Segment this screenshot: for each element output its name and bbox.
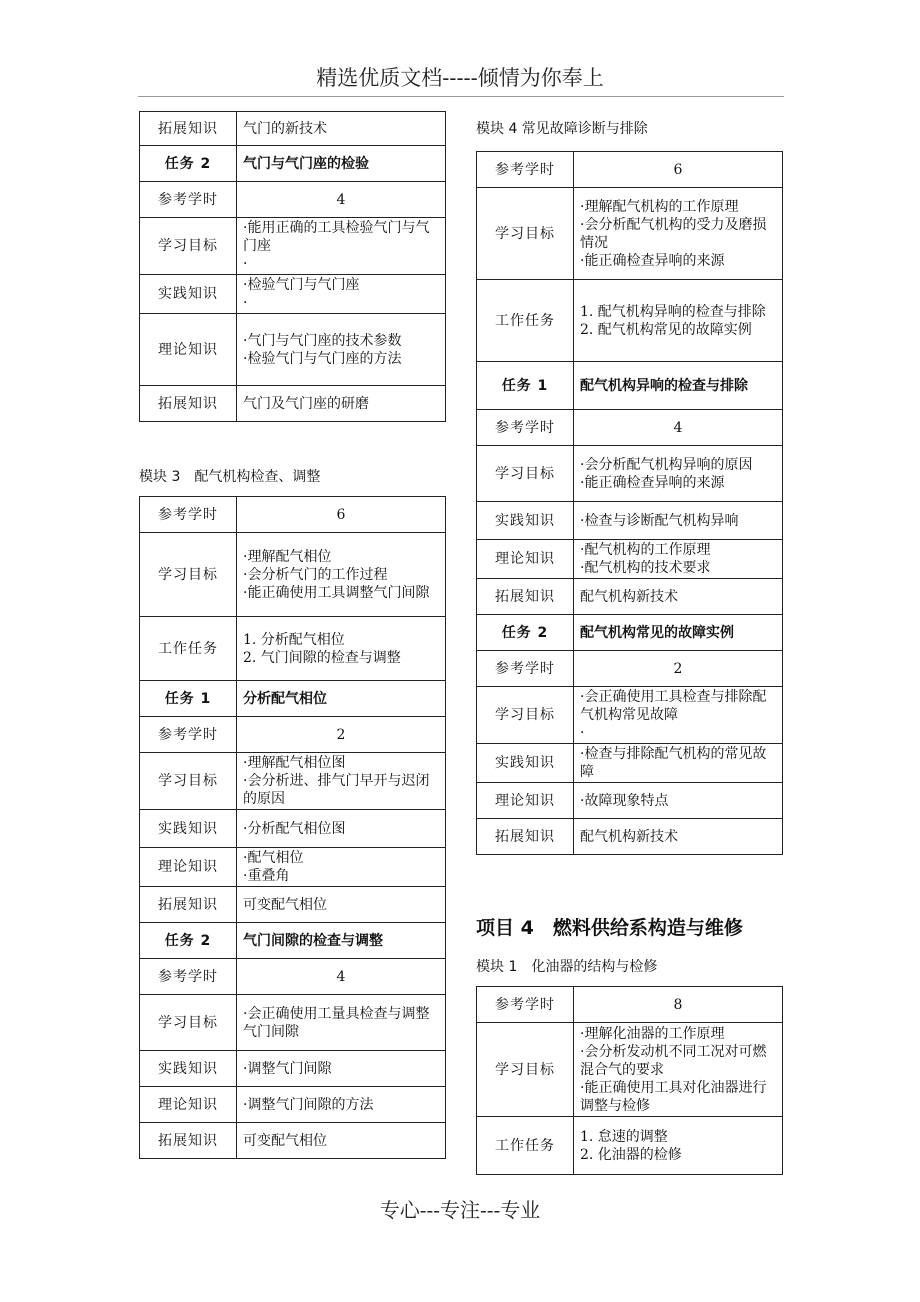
row-value: [574, 651, 783, 687]
row-value: [237, 533, 446, 617]
value-line: 2: [673, 660, 683, 677]
table-row: [140, 533, 446, 617]
value-line: ·检验气门与气门座的方法: [243, 350, 402, 367]
value-line: ·故障现象特点: [580, 792, 669, 809]
table-row: [140, 717, 446, 753]
value-line: ·配气机构的技术要求: [580, 560, 711, 576]
value-line: ·分析配气相位图: [243, 820, 346, 837]
row-label: 参考学时: [477, 651, 574, 687]
row-value: [574, 687, 783, 744]
value-line: ·: [243, 256, 248, 272]
row-label: 学习目标: [477, 446, 574, 502]
value-line: 配气机构新技术: [580, 588, 678, 605]
row-label: 实践知识: [140, 1051, 237, 1087]
row-label: 实践知识: [140, 275, 237, 314]
row-label: 理论知识: [140, 314, 237, 386]
row-value: [574, 362, 783, 410]
value-line: 2: [336, 726, 346, 743]
row-value: [237, 887, 446, 923]
value-line: 1. 配气机构异响的检查与排除: [580, 303, 766, 320]
value-line: ·配气相位: [243, 850, 304, 866]
table-row: [477, 502, 783, 540]
row-value: [237, 753, 446, 810]
row-value: [574, 280, 783, 362]
row-label: 参考学时: [140, 959, 237, 995]
value-line: 2. 配气机构常见的故障实例: [580, 321, 752, 338]
value-line: 1. 分析配气相位: [243, 631, 345, 648]
row-value: [237, 1123, 446, 1159]
row-label: 实践知识: [477, 502, 574, 540]
row-label: 拓展知识: [477, 819, 574, 855]
row-value: [574, 783, 783, 819]
row-value: [237, 218, 446, 275]
value-line: ·理解配气相位: [243, 548, 332, 565]
row-value: [574, 502, 783, 540]
table-row: [140, 1087, 446, 1123]
row-value: [574, 1023, 783, 1117]
row-label: 拓展知识: [477, 579, 574, 615]
row-value: [237, 995, 446, 1051]
row-label: 学习目标: [140, 533, 237, 617]
row-value: [574, 152, 783, 188]
row-value: [574, 744, 783, 783]
value-line: ·检查与排除配气机构的常见故障: [580, 746, 767, 780]
module3-title: 模块 3 配气机构检查、调整: [139, 469, 321, 485]
row-value: [574, 615, 783, 651]
table-project4-module1: [476, 986, 783, 1175]
table-row: [477, 987, 783, 1023]
row-value: [574, 1117, 783, 1175]
module1-title: 模块 1 化油器的结构与检修: [476, 959, 658, 975]
value-line: 4: [336, 968, 346, 985]
row-label: 参考学时: [140, 717, 237, 753]
value-line: ·能正确检查异响的来源: [580, 252, 725, 269]
value-line: ·会分析气门的工作过程: [243, 566, 388, 583]
table-module3: [139, 496, 446, 1159]
table-row: [140, 810, 446, 848]
value-line: 可变配气相位: [243, 1132, 327, 1149]
row-label: 任务 1: [140, 681, 237, 717]
row-label: 拓展知识: [140, 112, 237, 146]
row-value: [237, 923, 446, 959]
table-row: [140, 681, 446, 717]
value-line: ·: [580, 725, 585, 741]
value-line: ·检验气门与气门座: [243, 277, 360, 293]
table-row: [477, 819, 783, 855]
value-line: 2. 气门间隙的检查与调整: [243, 649, 401, 666]
row-value: [237, 112, 446, 146]
row-label: 任务 2: [140, 146, 237, 182]
row-label: 学习目标: [477, 1023, 574, 1117]
row-label: 拓展知识: [140, 887, 237, 923]
row-label: 理论知识: [140, 1087, 237, 1123]
row-label: 任务 2: [477, 615, 574, 651]
table-row: [477, 188, 783, 280]
row-value: [237, 1051, 446, 1087]
row-value: [574, 540, 783, 579]
table-row: [140, 887, 446, 923]
value-line: 6: [673, 161, 683, 178]
value-line: ·能用正确的工具检验气门与气门座: [243, 220, 430, 254]
table-row: [477, 1023, 783, 1117]
value-line: 分析配气相位: [243, 690, 327, 707]
row-value: [237, 497, 446, 533]
row-value: [237, 146, 446, 182]
row-label: 学习目标: [140, 753, 237, 810]
value-line: ·理解配气机构的工作原理: [580, 198, 739, 215]
row-value: [237, 717, 446, 753]
row-value: [237, 386, 446, 422]
table-row: [477, 446, 783, 502]
row-value: [237, 182, 446, 218]
row-value: [574, 579, 783, 615]
row-label: 理论知识: [477, 783, 574, 819]
row-value: [574, 410, 783, 446]
row-value: [237, 617, 446, 681]
row-value: [237, 848, 446, 887]
table-row: [140, 218, 446, 275]
table-row: [477, 362, 783, 410]
row-label: 拓展知识: [140, 386, 237, 422]
value-line: ·理解化油器的工作原理: [580, 1025, 725, 1042]
value-line: ·会正确使用工量具检查与调整气门间隙: [243, 1005, 430, 1040]
value-line: 8: [673, 996, 683, 1013]
table-row: [140, 314, 446, 386]
row-label: 学习目标: [140, 218, 237, 275]
row-label: 任务 2: [140, 923, 237, 959]
page-footer: 专心---专注---专业: [379, 1198, 541, 1222]
row-value: [574, 987, 783, 1023]
project4-title: 项目 4 燃料供给系构造与维修: [476, 917, 743, 939]
row-label: 参考学时: [477, 410, 574, 446]
table-row: [140, 959, 446, 995]
row-value: [237, 314, 446, 386]
row-value: [237, 681, 446, 717]
row-value: [574, 188, 783, 280]
row-label: 学习目标: [140, 995, 237, 1051]
value-line: ·调整气门间隙的方法: [243, 1096, 374, 1113]
row-value: [574, 446, 783, 502]
row-value: [574, 819, 783, 855]
table-row: [140, 182, 446, 218]
table-row: [140, 112, 446, 146]
row-label: 工作任务: [477, 1117, 574, 1175]
value-line: 可变配气相位: [243, 896, 327, 913]
table-row: [477, 615, 783, 651]
page-header: 精选优质文档-----倾情为你奉上: [316, 66, 604, 90]
table-row: [477, 579, 783, 615]
left-column: [139, 111, 446, 1159]
table-row: [140, 146, 446, 182]
row-label: 参考学时: [477, 152, 574, 188]
row-value: [237, 959, 446, 995]
table-row: [140, 386, 446, 422]
row-label: 工作任务: [140, 617, 237, 681]
table-row: [140, 848, 446, 887]
value-line: ·会分析配气机构异响的原因: [580, 456, 753, 473]
module4-title: 模块 4 常见故障诊断与排除: [476, 121, 648, 137]
value-line: 配气机构常见的故障实例: [580, 624, 734, 641]
value-line: 2. 化油器的检修: [580, 1146, 682, 1163]
value-line: ·调整气门间隙: [243, 1060, 332, 1077]
value-line: ·能正确使用工具对化油器进行调整与检修: [580, 1079, 767, 1114]
value-line: ·会正确使用工具检查与排除配气机构常见故障: [580, 689, 767, 723]
value-line: ·会分析发动机不同工况对可燃混合气的要求: [580, 1043, 767, 1078]
table-row: [477, 152, 783, 188]
value-line: ·检查与诊断配气机构异响: [580, 512, 739, 529]
value-line: ·气门与气门座的技术参数: [243, 332, 402, 349]
table-row: [140, 275, 446, 314]
row-label: 参考学时: [140, 497, 237, 533]
value-line: ·会分析进、排气门早开与迟闭的原因: [243, 773, 430, 807]
value-line: ·能正确使用工具调整气门间隙: [243, 584, 430, 601]
value-line: ·理解配气相位图: [243, 755, 346, 771]
table-module2-task2: [139, 111, 446, 422]
value-line: 配气机构新技术: [580, 828, 678, 845]
table-row: [477, 687, 783, 744]
table-row: [477, 1117, 783, 1175]
table-row: [140, 497, 446, 533]
table-row: [477, 783, 783, 819]
value-line: 气门间隙的检查与调整: [243, 932, 383, 949]
value-line: 气门的新技术: [243, 120, 327, 137]
table-row: [477, 280, 783, 362]
value-line: 6: [336, 506, 346, 523]
row-label: 学习目标: [477, 188, 574, 280]
value-line: 4: [673, 419, 683, 436]
value-line: 配气机构异响的检查与排除: [580, 377, 748, 394]
value-line: 1. 怠速的调整: [580, 1128, 668, 1145]
table-row: [140, 995, 446, 1051]
row-label: 理论知识: [477, 540, 574, 579]
value-line: ·配气机构的工作原理: [580, 542, 711, 558]
table-row: [140, 753, 446, 810]
table-row: [140, 923, 446, 959]
row-value: [237, 810, 446, 848]
table-row: [477, 651, 783, 687]
header-rule: [138, 96, 784, 97]
row-value: [237, 275, 446, 314]
row-label: 参考学时: [477, 987, 574, 1023]
table-row: [140, 1123, 446, 1159]
value-line: 气门及气门座的研磨: [243, 395, 369, 412]
table-row: [477, 744, 783, 783]
value-line: 4: [336, 191, 346, 208]
table-row: [140, 617, 446, 681]
value-line: ·: [243, 295, 248, 311]
row-label: 理论知识: [140, 848, 237, 887]
row-value: [237, 1087, 446, 1123]
right-column: [476, 118, 783, 1175]
table-module4: [476, 151, 783, 855]
row-label: 任务 1: [477, 362, 574, 410]
value-line: ·能正确检查异响的来源: [580, 474, 725, 491]
row-label: 参考学时: [140, 182, 237, 218]
row-label: 学习目标: [477, 687, 574, 744]
value-line: ·会分析配气机构的受力及磨损情况: [580, 216, 767, 251]
value-line: 气门与气门座的检验: [243, 155, 369, 172]
table-row: [477, 540, 783, 579]
value-line: ·重叠角: [243, 868, 290, 884]
row-label: 工作任务: [477, 280, 574, 362]
row-label: 拓展知识: [140, 1123, 237, 1159]
row-label: 实践知识: [477, 744, 574, 783]
table-row: [477, 410, 783, 446]
table-row: [140, 1051, 446, 1087]
row-label: 实践知识: [140, 810, 237, 848]
